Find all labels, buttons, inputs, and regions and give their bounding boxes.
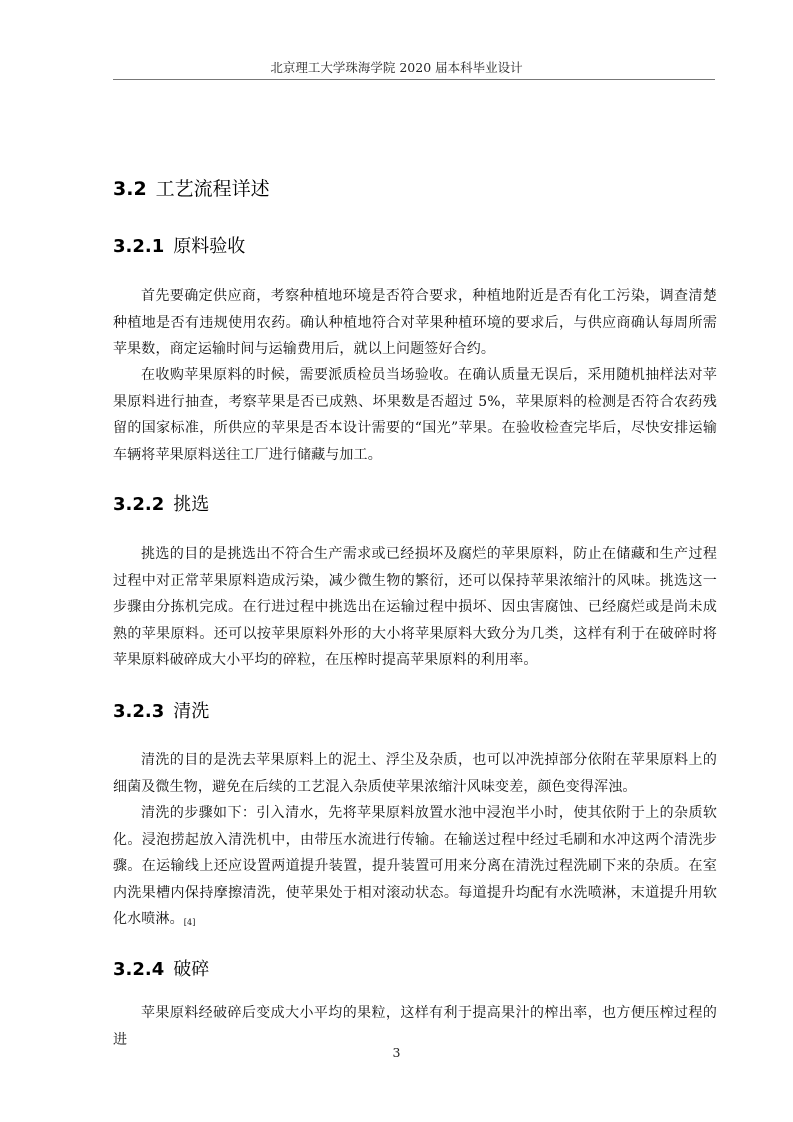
paragraph-3-2-3-b [113, 800, 717, 935]
section-title: 工艺流程详述 [155, 178, 270, 200]
section-heading-3-2-3 [113, 697, 209, 723]
section-number: 3.2.2 [113, 494, 165, 515]
section-number: 3.2.1 [113, 236, 165, 257]
section-title: 破碎 [173, 959, 210, 980]
paragraph-3-2-4: 苹果原料经破碎后变成大小平均的果粒，这样有利于提高果汁的榨出率，也方便压榨过程的进 [113, 1005, 717, 1048]
section-heading-3-2-2 [113, 490, 209, 516]
section-heading-3-2 [113, 174, 270, 201]
section-number: 3.2.3 [113, 701, 165, 722]
paragraph-3-2-2: 挑选的目的是挑选出不符合生产需求或已经损坏及腐烂的苹果原料，防止在储藏和生产过程过程中对正常苹果原料造成污染，减少微生物的繁衍，还可以保持苹果浓缩汁的风味。挑选这一步骤由分拣机完成。在行进过程中挑选出在运输过程中损坏、因虫害腐蚀、已经腐烂或是尚未成熟的苹果原料。还可以按苹果原料外形的大小将苹果原料大致分为几类，这样有利于在破碎时将苹果原料破碎成大小平均的碎粒，在压榨时提高苹果原料的利用率。 [113, 546, 717, 668]
page-number: 3 [392, 1045, 401, 1060]
running-header: 北京理工大学珠海学院 2020 届本科毕业设计 [270, 60, 523, 75]
section-number: 3.2.4 [113, 959, 165, 980]
paragraph-3-2-1-a: 首先要确定供应商，考察种植地环境是否符合要求，种植地附近是否有化工污染，调查清楚种植地是否有违规使用农药。确认种植地符合对苹果种植环境的要求后，与供应商确认每周所需苹果数，商定运输时间与运输费用后，就以上问题签好合约。 [113, 288, 717, 357]
paragraph-3-2-1-b: 在收购苹果原料的时候，需要派质检员当场验收。在确认质量无误后，采用随机抽样法对苹果原料进行抽查，考察苹果是否已成熟、坏果数是否超过 5%，苹果原料的检测是否符合农药残留的国家标准，所供应的苹果是否本设计需要的“国光”苹果。在验收检查完毕后，尽快安排运输车辆将苹果原料送往工厂进行储藏与加工。 [113, 367, 717, 463]
paragraph-text: 清洗的步骤如下：引入清水，先将苹果原料放置水池中浸泡半小时，使其依附于上的杂质软化。浸泡捞起放入清洗机中，由带压水流进行传输。在输送过程中经过毛刷和水冲这两个清洗步骤。在运输线上还应设置两道提升装置，提升装置可用来分离在清洗过程洗刷下来的杂质。在室内洗果槽内保持摩擦清洗，使苹果处于相对滚动状态。每道提升均配有水洗喷淋，末道提升用软化水喷淋。 [113, 805, 717, 927]
section-number: 3.2 [113, 178, 147, 200]
section-title: 原料验收 [173, 236, 246, 257]
section-heading-3-2-4 [113, 955, 209, 981]
section-title: 清洗 [173, 701, 210, 722]
citation-marker: [4] [183, 918, 196, 927]
section-title: 挑选 [173, 494, 210, 515]
section-heading-3-2-1 [113, 232, 245, 258]
header-divider [113, 79, 715, 80]
paragraph-3-2-3-a: 清洗的目的是洗去苹果原料上的泥土、浮尘及杂质，也可以冲洗掉部分依附在苹果原料上的细菌及微生物，避免在后续的工艺混入杂质使苹果浓缩汁风味变差，颜色变得浑浊。 [113, 752, 717, 795]
